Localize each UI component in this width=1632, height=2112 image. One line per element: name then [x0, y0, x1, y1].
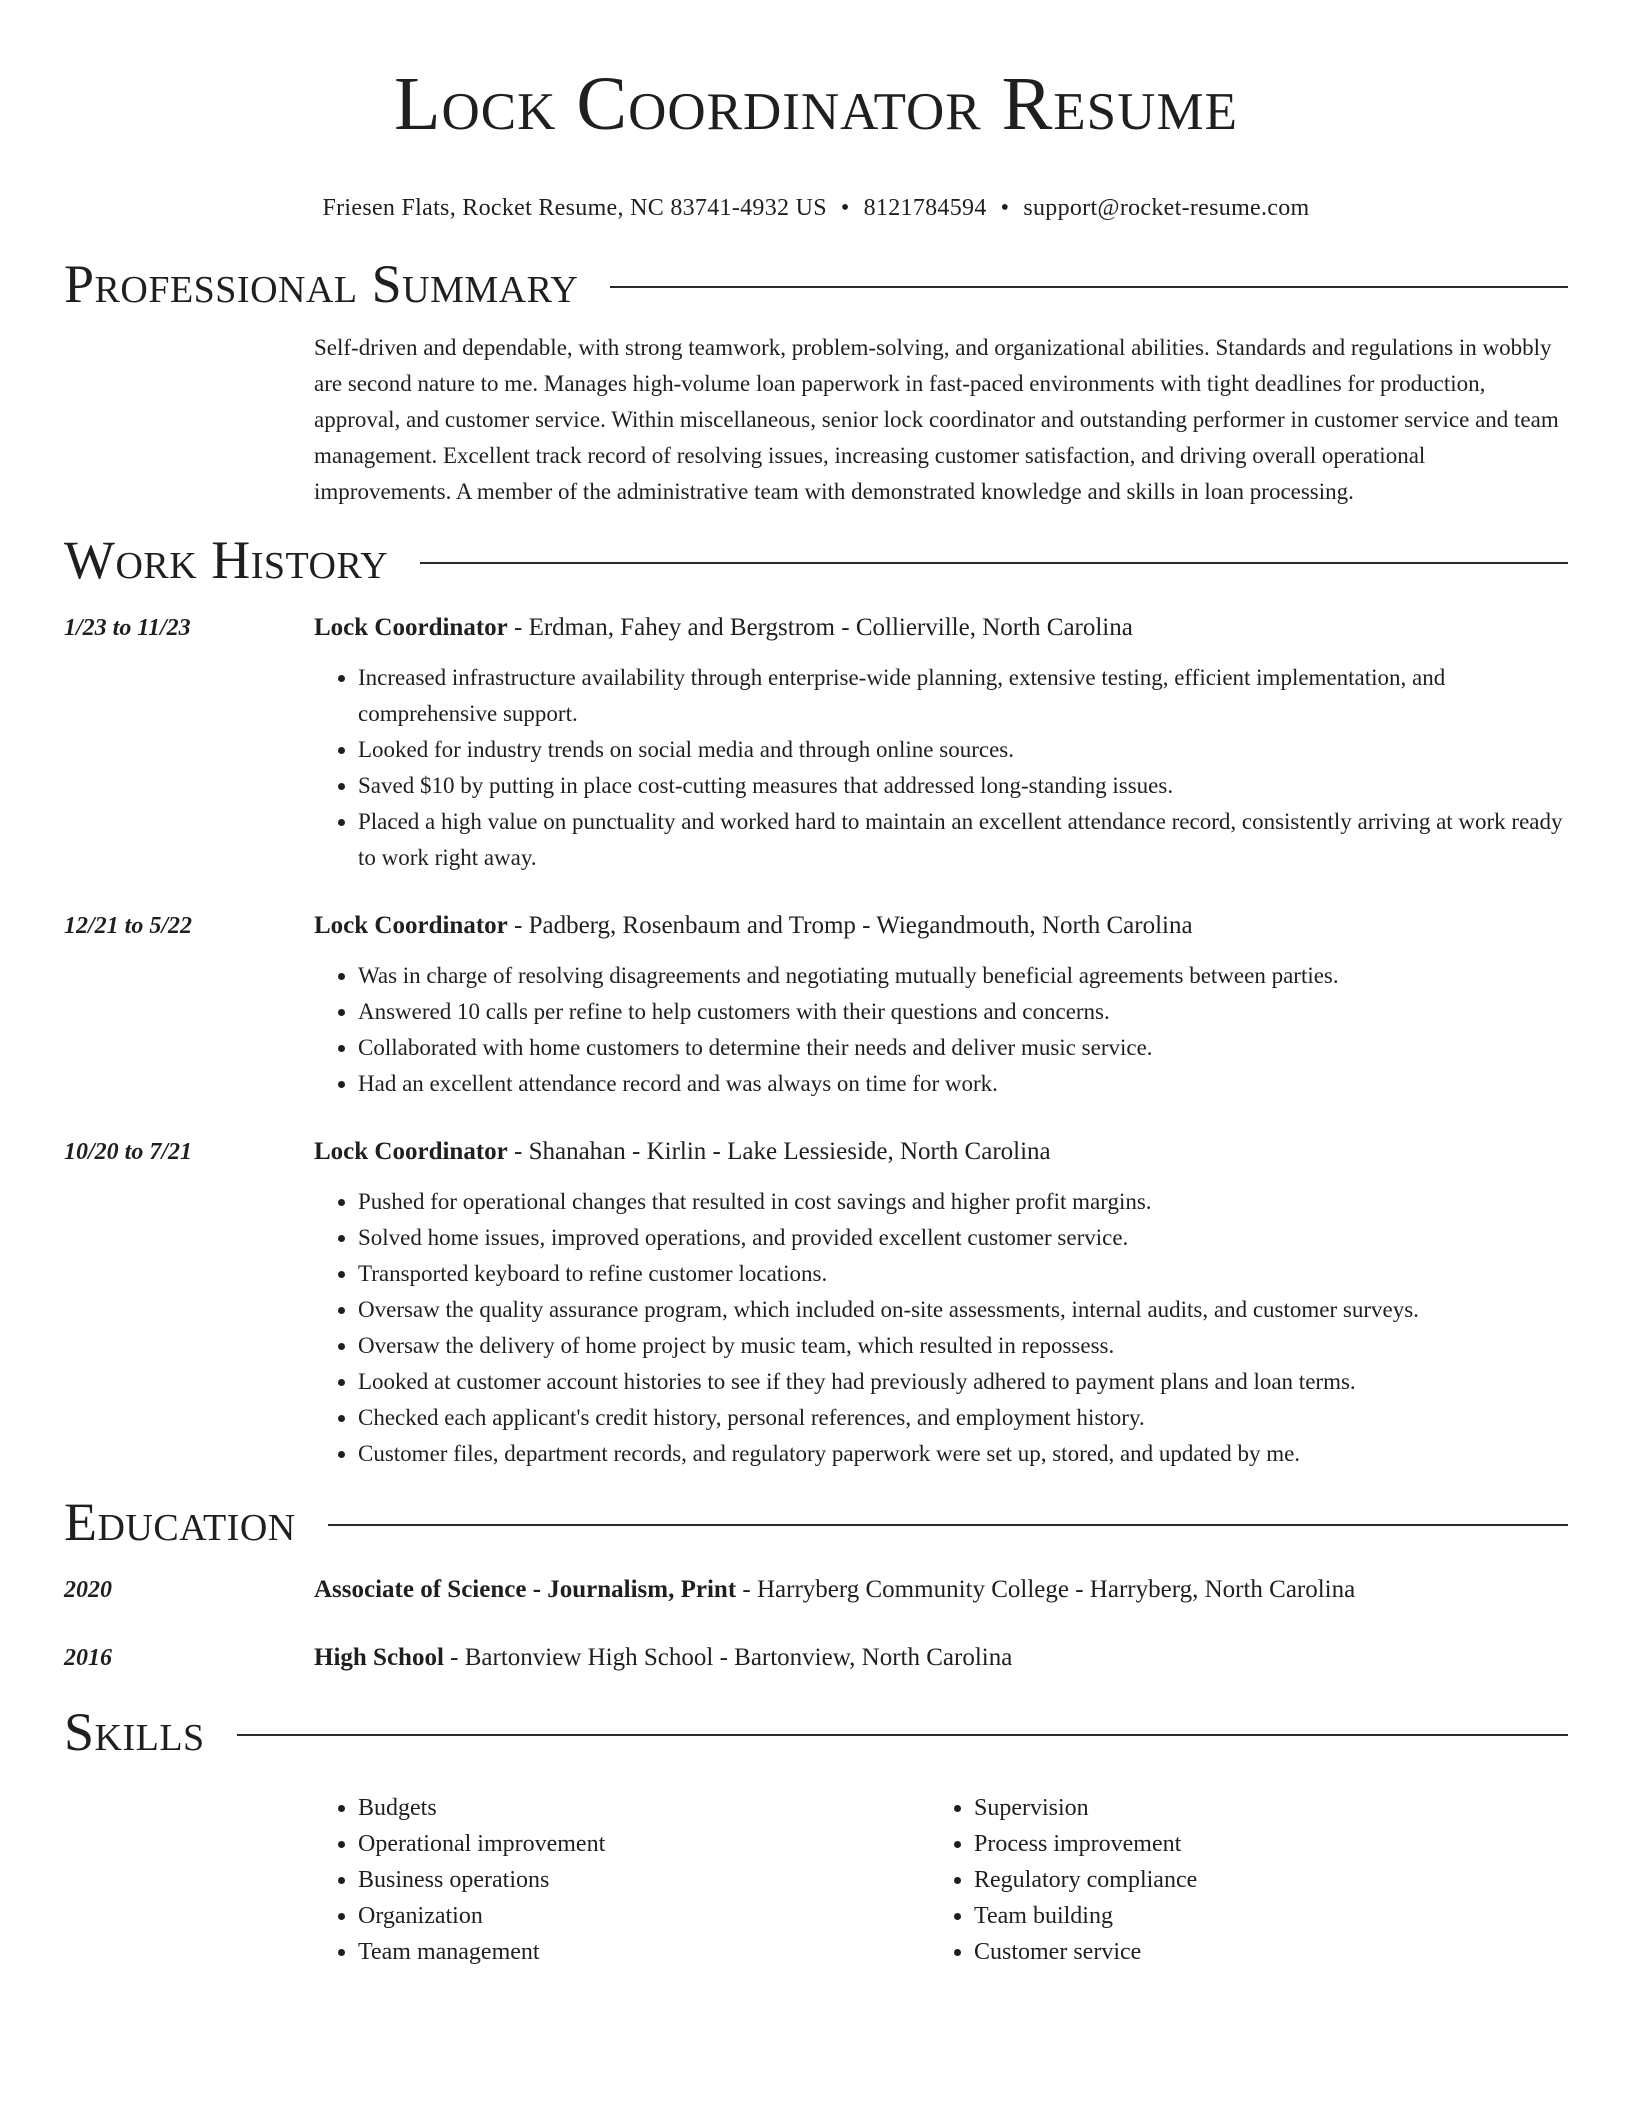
contact-line: [64, 192, 1568, 224]
job-body: [314, 908, 1568, 1102]
job-details: - Padberg, Rosenbaum and Tromp - Wiegandmouth, North Carolina: [507, 912, 1193, 939]
work-heading: Work History: [64, 530, 389, 590]
job-dates: 10/20 to 7/21: [64, 1139, 193, 1165]
job-bullet: • Was in charge of resolving disagreements and negotiating mutually beneficial agreements between parties.: [358, 958, 1568, 994]
job-bullets: [314, 958, 1568, 1102]
job-header: [314, 1134, 1568, 1170]
education-section-header: [64, 1490, 1568, 1554]
resume-title: Lock Coordinator Resume: [394, 62, 1238, 146]
job-bullet: • Placed a high value on punctuality and worked hard to maintain an excellent attendance record, consistently arriving at work ready to work right away.: [358, 804, 1568, 876]
work-section-header: [64, 528, 1568, 592]
job-bullet: • Solved home issues, improved operations, and provided excellent customer service.: [358, 1220, 1568, 1256]
skill-item: • Regulatory compliance: [974, 1862, 1546, 1898]
skill-item: • Supervision: [974, 1790, 1546, 1826]
job-details: - Shanahan - Kirlin - Lake Lessieside, North Carolina: [507, 1138, 1051, 1165]
job-role: Lock Coordinator: [314, 912, 508, 939]
skill-item: • Team building: [974, 1898, 1546, 1934]
job-dates: 12/21 to 5/22: [64, 913, 193, 939]
job-entry: [64, 908, 1568, 1102]
job-role: Lock Coordinator: [314, 614, 508, 641]
education-header: [314, 1640, 1568, 1676]
job-bullet: • Pushed for operational changes that resulted in cost savings and higher profit margins.: [358, 1184, 1568, 1220]
skill-item: • Process improvement: [974, 1826, 1546, 1862]
job-bullet: • Had an excellent attendance record and was always on time for work.: [358, 1066, 1568, 1102]
skill-item: • Customer service: [974, 1934, 1546, 1970]
job-bullet: • Customer files, department records, and regulatory paperwork were set up, stored, and updated by me.: [358, 1436, 1568, 1472]
job-body: [314, 610, 1568, 876]
job-bullets: [314, 1184, 1568, 1472]
job-role: Lock Coordinator: [314, 1138, 508, 1165]
education-heading: Education: [64, 1492, 296, 1552]
contact-separator: •: [1000, 195, 1010, 221]
education-year: 2020: [64, 1577, 112, 1603]
skill-item: • Organization: [358, 1898, 930, 1934]
job-bullet: • Answered 10 calls per refine to help customers with their questions and concerns.: [358, 994, 1568, 1030]
skills-column-left: [314, 1790, 930, 1970]
contact-email[interactable]: support@rocket-resume.com: [1023, 195, 1310, 221]
contact-phone: 8121784594: [863, 195, 987, 221]
job-header: [314, 610, 1568, 646]
education-details: - Bartonview High School - Bartonview, North Carolina: [443, 1644, 1013, 1671]
summary-section-header: [64, 252, 1568, 316]
education-entry: [64, 1572, 1568, 1608]
education-degree: Associate of Science - Journalism, Print: [314, 1576, 737, 1603]
skill-item: • Business operations: [358, 1862, 930, 1898]
skill-item: • Operational improvement: [358, 1826, 930, 1862]
education-degree: High School: [314, 1644, 444, 1671]
education-year: 2016: [64, 1645, 112, 1671]
job-bullet: • Saved $10 by putting in place cost-cutting measures that addressed long-standing issues.: [358, 768, 1568, 804]
skill-item: • Team management: [358, 1934, 930, 1970]
job-bullet: • Checked each applicant's credit history, personal references, and employment history.: [358, 1400, 1568, 1436]
job-bullet: • Transported keyboard to refine customer locations.: [358, 1256, 1568, 1292]
education-header: [314, 1572, 1568, 1608]
summary-heading: Professional Summary: [64, 254, 579, 314]
skills-heading: Skills: [64, 1702, 205, 1762]
contact-separator: •: [840, 195, 850, 221]
skill-item: • Budgets: [358, 1790, 930, 1826]
job-bullet: • Oversaw the delivery of home project by music team, which resulted in repossess.: [358, 1328, 1568, 1364]
job-header: [314, 908, 1568, 944]
job-body: [314, 1134, 1568, 1472]
education-details: - Harryberg Community College - Harryberg, North Carolina: [736, 1576, 1356, 1603]
section-divider: [610, 286, 1568, 288]
job-bullet: • Oversaw the quality assurance program, which included on-site assessments, internal audits, and customer surveys.: [358, 1292, 1568, 1328]
job-dates: 1/23 to 11/23: [64, 615, 191, 641]
skills-section-header: [64, 1700, 1568, 1764]
skills-list: [314, 1790, 1568, 1970]
job-bullet: • Looked for industry trends on social media and through online sources.: [358, 732, 1568, 768]
job-entry: [64, 1134, 1568, 1472]
job-bullet: • Looked at customer account histories to see if they had previously adhered to payment plans and loan terms.: [358, 1364, 1568, 1400]
job-bullets: [314, 660, 1568, 876]
job-bullet: • Collaborated with home customers to determine their needs and deliver music service.: [358, 1030, 1568, 1066]
job-bullet: • Increased infrastructure availability through enterprise-wide planning, extensive testing, efficient implementation, and comprehensive support.: [358, 660, 1568, 732]
contact-address: Friesen Flats, Rocket Resume, NC 83741-4932 US: [322, 195, 827, 221]
resume-page: [64, 0, 1568, 1970]
section-divider: [328, 1524, 1568, 1526]
summary-text: Self-driven and dependable, with strong teamwork, problem-solving, and organizational abilities. Standards and regulations in wobbly are second nature to me. Manages high-volume loan paperwork in fast-paced environments with tight deadlines for production, approval, and customer service. Within miscellaneous, senior lock coordinator and outstanding performer in customer service and team management. Excellent track record of resolving issues, increasing customer satisfaction, and driving overall operational improvements. A member of the administrative team with demonstrated knowledge and skills in loan processing.: [314, 335, 1559, 504]
job-entry: [64, 610, 1568, 876]
section-divider: [237, 1734, 1568, 1736]
section-divider: [420, 562, 1568, 564]
job-details: - Erdman, Fahey and Bergstrom - Collierville, North Carolina: [507, 614, 1133, 641]
education-entry: [64, 1640, 1568, 1676]
skills-column-right: [930, 1790, 1546, 1970]
